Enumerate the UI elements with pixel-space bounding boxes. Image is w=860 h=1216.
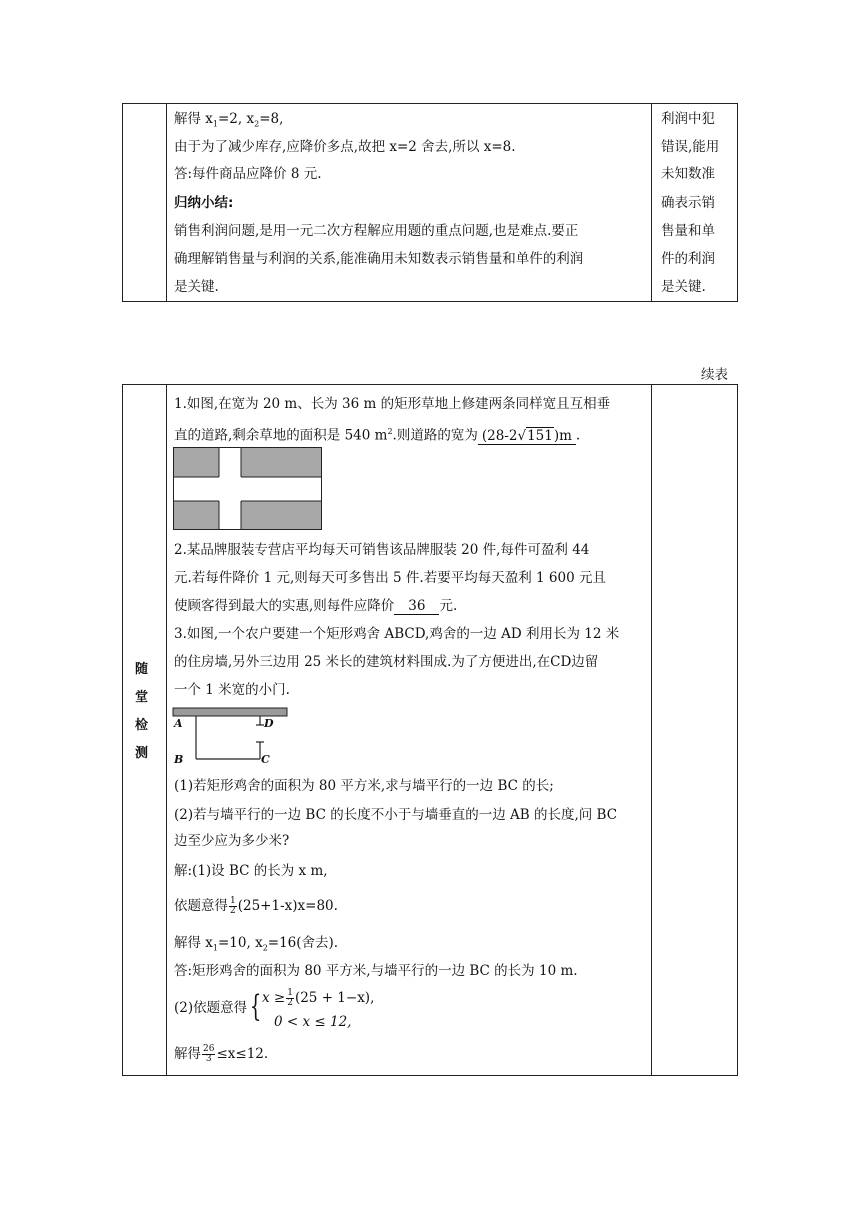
side-label-char: 检 [135,718,149,733]
col-divider-1 [166,104,167,301]
label-D: D [264,717,274,730]
q3-sol-1: 解:(1)设 BC 的长为 x m, [174,863,328,879]
continued-label: 续表 [701,367,728,383]
q1-line-1: 1.如图,在宽为 20 m、长为 36 m 的矩形草地上修建两条同样宽且互相垂 [174,396,611,412]
q3-line-3: 一个 1 米宽的小门. [174,682,290,698]
q3-sol-4: 答:矩形鸡舍的面积为 80 平方米,与墙平行的一边 BC 的长为 10 m. [174,963,578,979]
q2-line-2: 元.若每件降价 1 元,则每天可多售出 5 件.若要平均每天盈利 1 600 元且 [174,570,606,586]
q3-part-2a: (2)若与墙平行的一边 BC 的长度不小于与墙垂直的一边 AB 的长度,问 BC [174,807,618,823]
solve-line: 解得 $x_1=2$, $x_2=8$, [174,111,284,129]
side-label-char: 随 [135,662,149,677]
answer-line: 答:每件商品应降价 8 元. [174,166,322,182]
summary-line-2: 确理解销售量与利润的关系,能准确用未知数表示销售量和单件的利润 [174,251,584,267]
q1-line-2: 直的道路,剩余草地的面积是 540 $m^2$.则道路的宽为 (28-2√151)m . [174,427,581,444]
note-line-6: 件的利润 [661,251,715,267]
reason-line: 由于为了减少库存,应降价多点,故把 x=2 舍去,所以 x=8. [174,139,516,155]
q2-line-3: 使顾客得到最大的实惠,则每件应降价 36 元. [174,598,458,614]
q3-line-1: 3.如图,一个农户要建一个矩形鸡舍 ABCD,鸡舍的一边 AD 利用长为 12 米 [174,626,620,642]
summary-line-3: 是关键. [174,279,219,295]
col-divider-1 [166,385,167,1075]
note-line-5: 售量和单 [661,223,715,239]
note-line-1: 利润中犯 [661,111,715,127]
summary-line-1: 销售利润问题,是用一元二次方程解应用题的重点问题,也是难点.要正 [174,223,579,239]
note-line-2: 错误,能用 [661,139,720,155]
note-line-4: 确表示销 [661,195,715,211]
q3-part-2b: 边至少应为多少米? [174,833,290,849]
q3-part-1: (1)若矩形鸡舍的面积为 80 平方米,求与墙平行的一边 BC 的长; [174,778,554,794]
q1-answer: (28-2√151)m [478,428,576,445]
summary-heading: 归纳小结: [174,195,234,211]
q2-answer: 36 [394,598,439,615]
note-line-3: 未知数准 [661,166,715,182]
col-divider-2 [651,385,652,1075]
q3-sol-2: 依题意得 $\frac{1}{2}$ (25+1-x)x=80. [174,896,338,916]
system-brace: { [249,989,262,1024]
system-eq-2: 0 < x ≤ 12, [274,1014,352,1030]
q3-line-2: 的住房墙,另外三边用 25 米长的建筑材料围成.为了方便进出,在CD边留 [174,654,599,670]
q1-field-figure [173,447,323,531]
label-A: A [174,717,183,730]
q3-sol-6: 解得 $\frac{26}{3}$ ≤x≤12. [174,1044,269,1064]
label-B: B [174,753,184,766]
col-divider-2 [651,104,652,301]
q3-sol-3: 解得 $x_1=10$, $x_2=16$(舍去). [174,935,339,953]
note-line-7: 是关键. [661,279,706,295]
q3-sol-5-label: (2)依题意得 [174,1000,248,1016]
q2-line-1: 2.某品牌服装专营店平均每天可销售该品牌服装 20 件,每件可盈利 44 [174,542,590,558]
side-label-char: 堂 [135,690,149,705]
system-eq-1: x ≥ $\frac{1}{2}$ (25 + 1−x), [262,988,375,1008]
label-C: C [261,753,270,766]
side-label-char: 测 [135,746,149,761]
